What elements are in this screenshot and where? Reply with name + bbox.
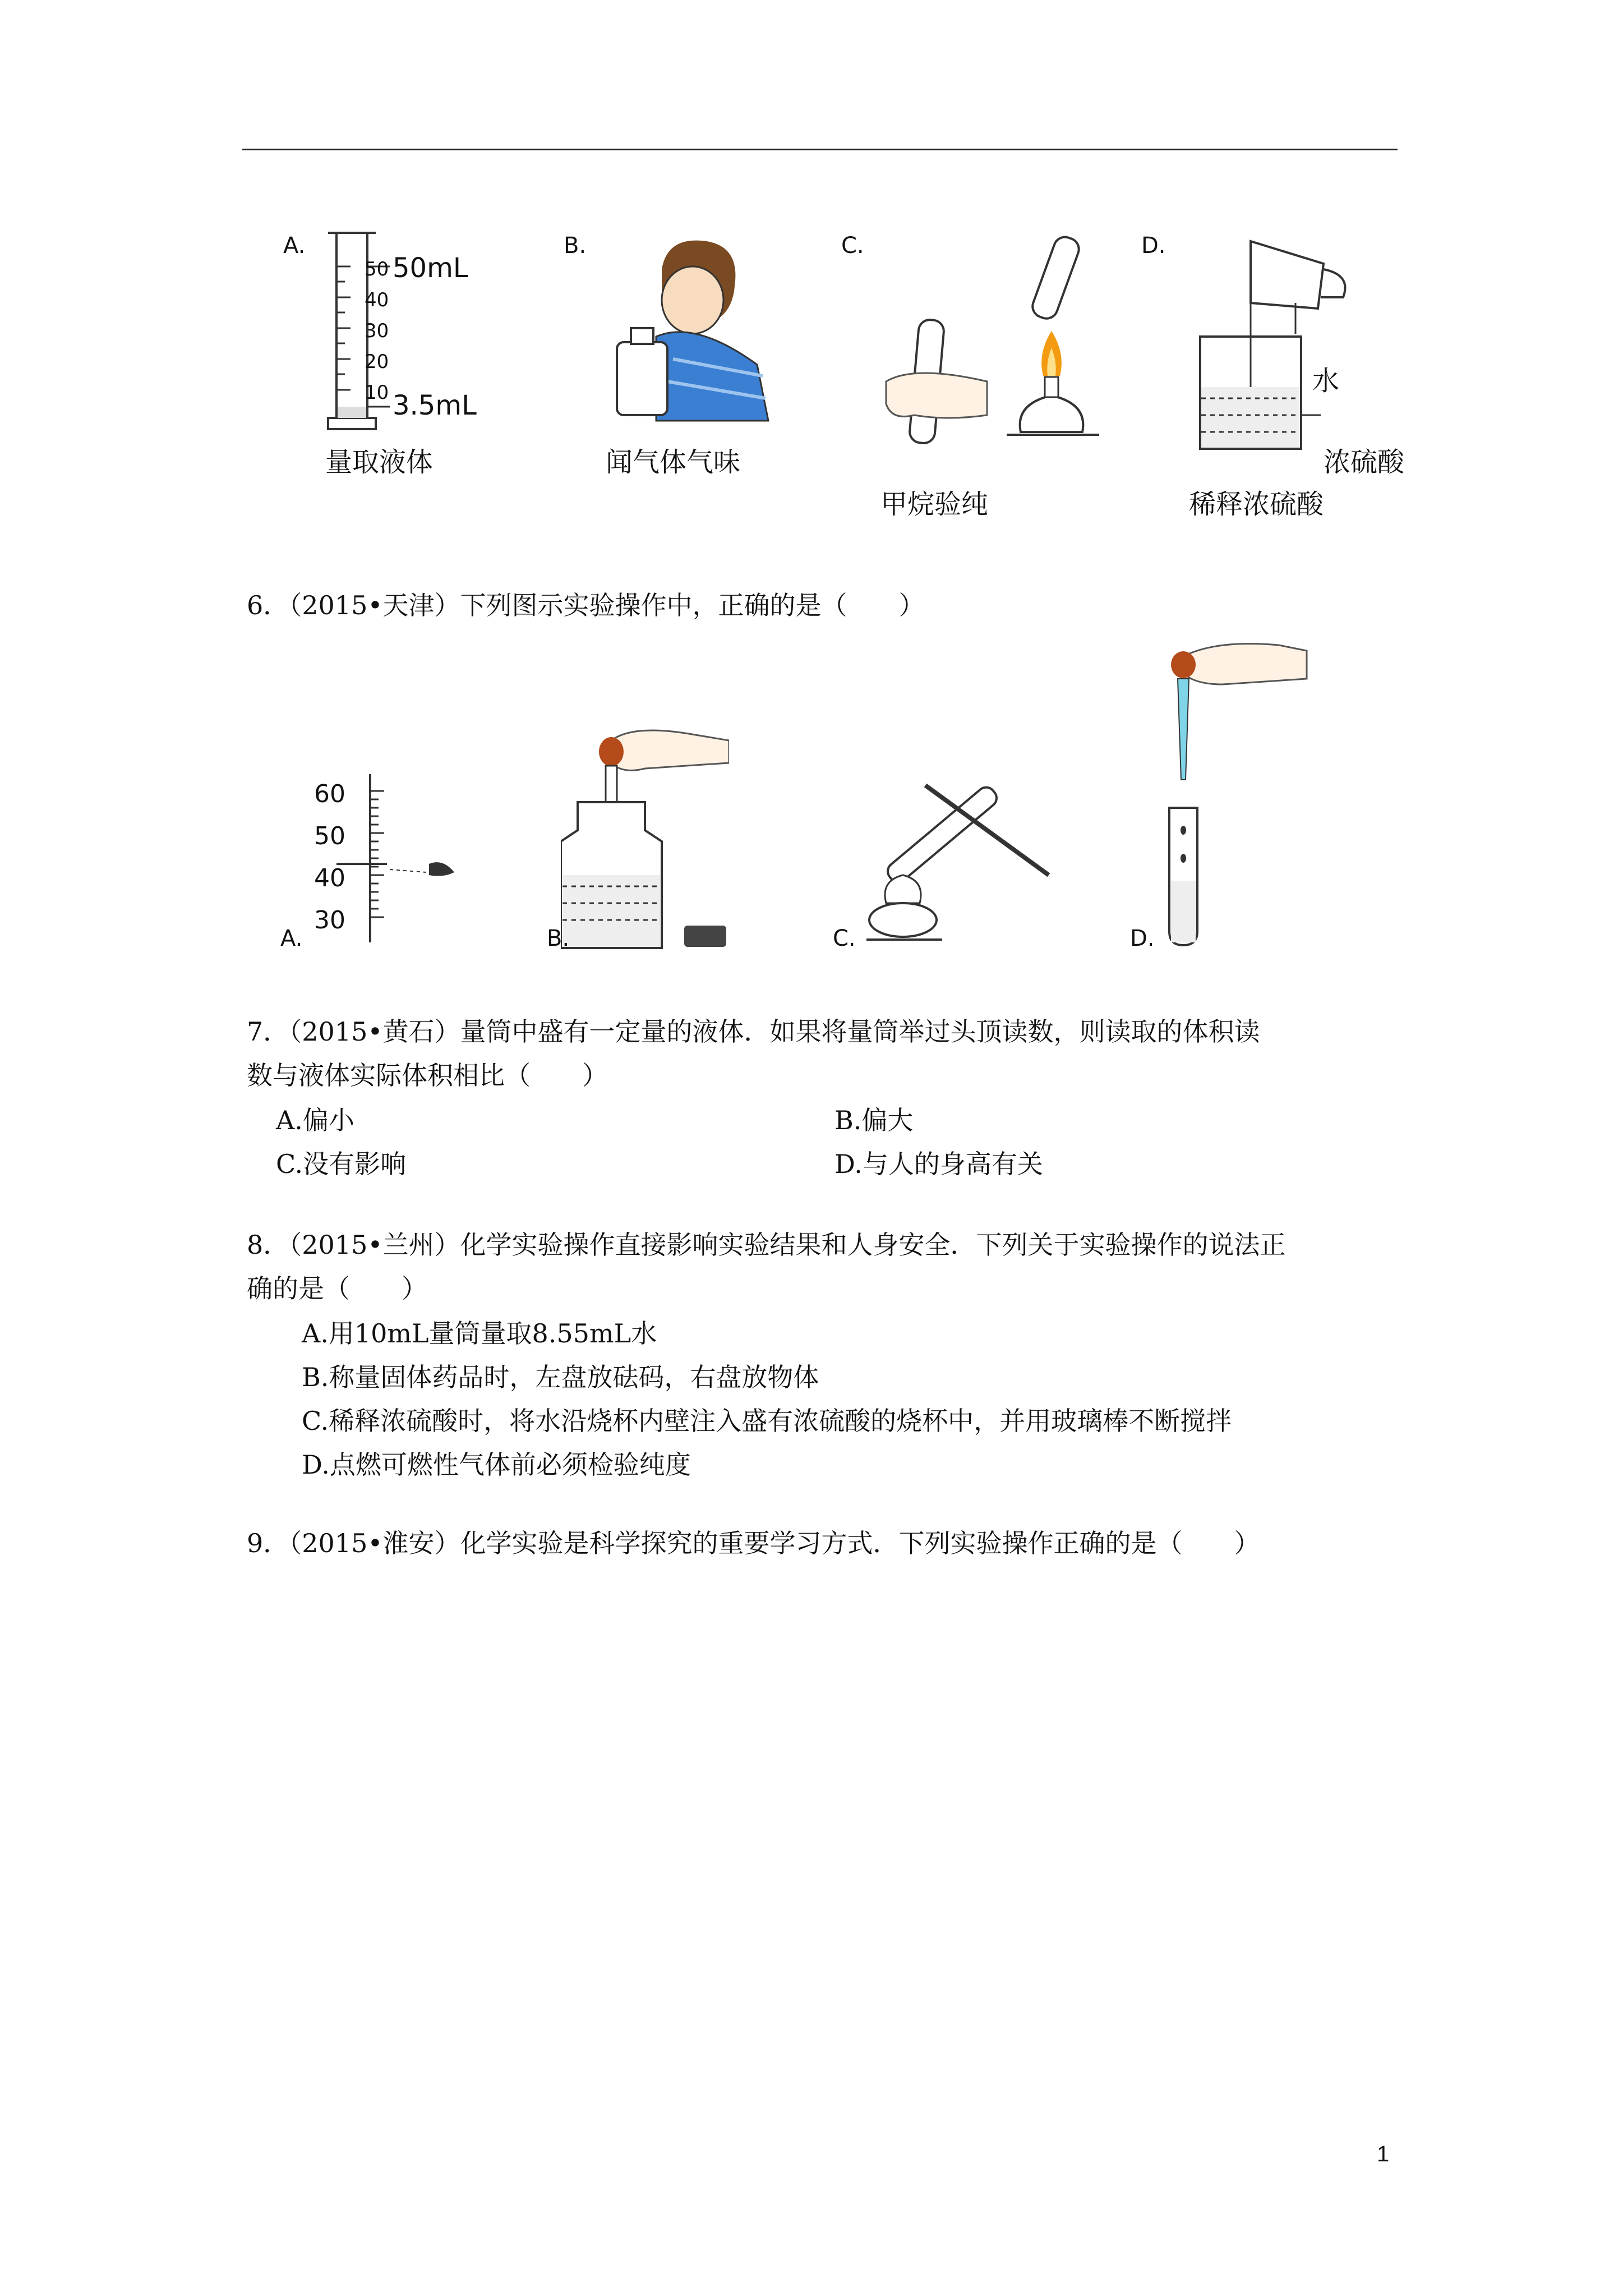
tick-label: 50 — [365, 258, 389, 280]
figure-q5 — [269, 224, 1413, 527]
q7-option-c: C.没有影响 — [276, 1149, 407, 1179]
smelling-gas-illustration — [606, 236, 774, 426]
tick-label: 60 — [314, 780, 345, 808]
question-7-line1: 7．（2015•黄石）量筒中盛有一定量的液体．如果将量筒举过头顶读数，则读取的体积读 — [247, 1016, 1260, 1047]
question-8-line2: 确的是（ ） — [247, 1273, 427, 1304]
q7-option-d: D.与人的身高有关 — [834, 1149, 1043, 1179]
header-rule — [242, 149, 1398, 150]
caption-a: 量取液体 — [325, 447, 434, 478]
q7-option-b: B.偏大 — [834, 1105, 914, 1135]
option-letter: C. — [833, 926, 856, 951]
question-7-line2: 数与液体实际体积相比（ ） — [247, 1060, 608, 1091]
option-letter: B. — [547, 926, 570, 951]
option-letter: D. — [1141, 233, 1166, 259]
dropper-in-bottle-illustration — [561, 718, 729, 954]
q8-option-a: A.用10mL量筒量取8.55mL水 — [302, 1318, 657, 1349]
mark-label-bottom: 3.5mL — [393, 390, 477, 421]
caption-d: 稀释浓硫酸 — [1189, 489, 1324, 520]
option-letter: C. — [841, 233, 864, 259]
caption-b: 闻气体气味 — [606, 447, 741, 478]
tick-label: 30 — [365, 320, 389, 342]
tick-label: 40 — [314, 864, 345, 892]
tick-label: 40 — [365, 289, 389, 311]
caption-c: 甲烷验纯 — [880, 489, 989, 520]
tick-label: 50 — [314, 822, 345, 850]
option-letter: B. — [564, 233, 587, 259]
mark-label-top: 50mL — [393, 252, 468, 284]
question-6-text: 6．（2015•天津）下列图示实验操作中，正确的是（ ） — [247, 590, 925, 620]
tick-label: 10 — [365, 381, 389, 404]
question-8-line1: 8．（2015•兰州）化学实验操作直接影响实验结果和人身安全．下列关于实验操作的说法正 — [247, 1230, 1286, 1260]
label-conc-acid: 浓硫酸 — [1324, 447, 1405, 478]
q8-option-c: C.稀释浓硫酸时，将水沿烧杯内壁注入盛有浓硫酸的烧杯中，并用玻璃棒不断搅拌 — [302, 1406, 1232, 1436]
dropping-into-test-tube-illustration — [1144, 639, 1312, 954]
option-letter: A. — [280, 926, 303, 951]
label-water: 水 — [1312, 365, 1340, 397]
q8-option-d: D.点燃可燃性气体前必须检验纯度 — [302, 1450, 691, 1480]
tick-label: 30 — [314, 906, 345, 935]
methane-purity-test-illustration — [880, 236, 1144, 471]
figure-q6 — [269, 639, 1413, 954]
option-letter: D. — [1130, 926, 1155, 951]
page-number: 1 — [1377, 2142, 1390, 2166]
option-letter: A. — [283, 233, 306, 259]
q8-option-b: B.称量固体药品时，左盘放砝码，右盘放物体 — [302, 1362, 819, 1392]
q7-option-a: A.偏小 — [276, 1105, 354, 1135]
question-9-text: 9．（2015•淮安）化学实验是科学探究的重要学习方式．下列实验操作正确的是（ ） — [247, 1528, 1260, 1558]
heating-test-tube-illustration — [864, 763, 1071, 948]
tick-label: 20 — [365, 351, 389, 373]
